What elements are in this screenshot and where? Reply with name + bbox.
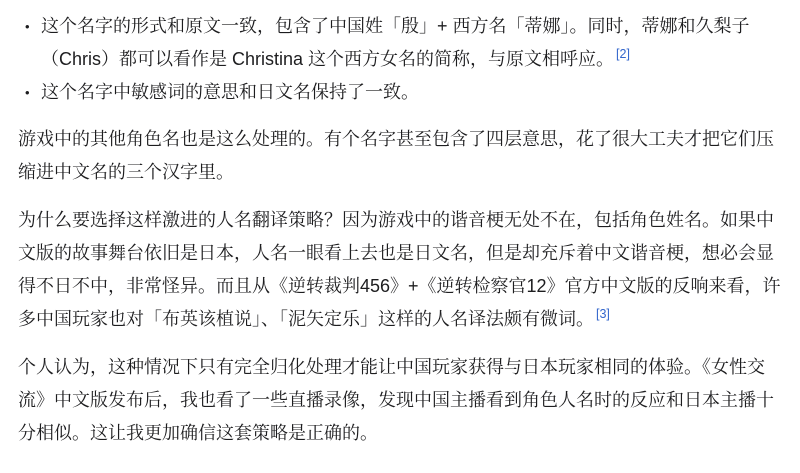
paragraph	[18, 351, 786, 450]
footnote-ref-2	[616, 47, 630, 61]
article-content	[18, 10, 786, 450]
list-item	[18, 10, 786, 76]
paragraph-text: 个人认为，这种情况下只有完全归化处理才能让中国玩家获得与日本玩家相同的体验。《女性交流》中文版发布后，我也看了一些直播录像，发现中国主播看到角色人名时的反应和日本主播十分相似。这让我更加确信这套策略是正确的。	[18, 357, 774, 443]
bullet-text: 这个名字的形式和原文一致，包含了中国姓「殷」+ 西方名「蒂娜」。同时，蒂娜和久梨子（Chris）都可以看作是 Christina 这个西方女名的简称，与原文相呼应。	[41, 16, 750, 69]
paragraph	[18, 123, 786, 189]
paragraph	[18, 204, 786, 336]
list-item	[18, 76, 786, 109]
footnote-ref-3	[596, 307, 610, 321]
footnote-ref-2-link[interactable]: [2]	[616, 47, 630, 61]
paragraph-text: 游戏中的其他角色名也是这么处理的。有个名字甚至包含了四层意思，花了很大工夫才把它们压缩进中文名的三个汉字里。	[18, 129, 774, 182]
bullet-list	[18, 10, 786, 109]
bullet-text: 这个名字中敏感词的意思和日文名保持了一致。	[41, 82, 419, 102]
paragraph-text: 为什么要选择这样激进的人名翻译策略？因为游戏中的谐音梗无处不在，包括角色姓名。如果中文版的故事舞台依旧是日本，人名一眼看上去也是日文名，但是却充斥着中文谐音梗，想必会显得不日不中，非常怪异。而且从《逆转裁判456》+《逆转检察官12》官方中文版的反响来看，许多中国玩家也对「布英该植说」、「泥矢定乐」这样的人名译法颇有微词。	[18, 210, 781, 329]
footnote-ref-3-link[interactable]: [3]	[596, 307, 610, 321]
